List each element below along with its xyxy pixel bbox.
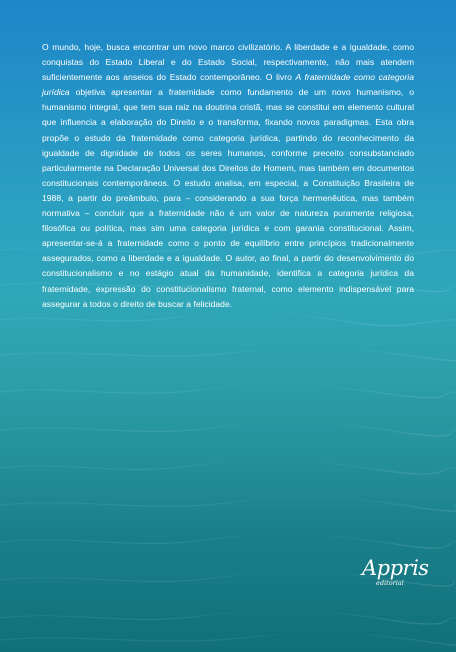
blurb-text-rest: objetiva apresentar a fraternidade como fundamento de um novo humanismo, o humanismo integral, que tem sua raiz na doutrina cristã, mas se constitui em elemento cultural que influencia a elaboração do Direito e o transforma, fixando novos paradigmas. Esta obra propõe o estudo da fraternidade como categoria jurídica, partindo do reconhecimento da igualdade de dignidade de todos os seres humanos, conforme preceito consubstanciado particularmente na Declaração Universal dos Direitos do Homem, mas também em documentos constitucionais contemporâneos. O estudo analisa, em especial, a Constituição Brasileira de 1988, a partir do preâmbulo, para – considerando a sua força hermenêutica, mas também normativa – concluir que a fraternidade não é um valor de natureza puramente religiosa, filosófica ou política, mas sim uma categoria jurídica e com garania constitucional. Assim, apresentar-se-á a fraternidade como o ponto de equilíbrio entre princípios tradicionalmente assegurados, como a liberdade e a igualdade. O autor, ao final, a partir do desenvolvimento do constitucionalismo e no estágio atual da humanidade, identifica a categoria jurídica da fraternidade, expressão do constitucionalismo fraternal, como elemento indispensável para assegurar a todos o direito de buscar a felicidade. xyxy=(42,87,414,309)
blurb-text-start: O mundo, hoje, busca encontrar um novo marco civilizatório. A liberdade e a igualdade, como conquistas do Estado Liberal e do Estado Social, respectivamente, não mais atendem suficientemente aos anseios do Estado contemporâneo. O livro xyxy=(42,42,414,83)
publisher-subtitle: editorial xyxy=(376,579,404,587)
publisher-wordmark: Appris xyxy=(362,556,429,580)
book-title: A fraternidade como categoria jurídica xyxy=(42,72,414,98)
back-cover-blurb xyxy=(42,40,414,312)
appris-editorial-logo xyxy=(362,556,429,596)
